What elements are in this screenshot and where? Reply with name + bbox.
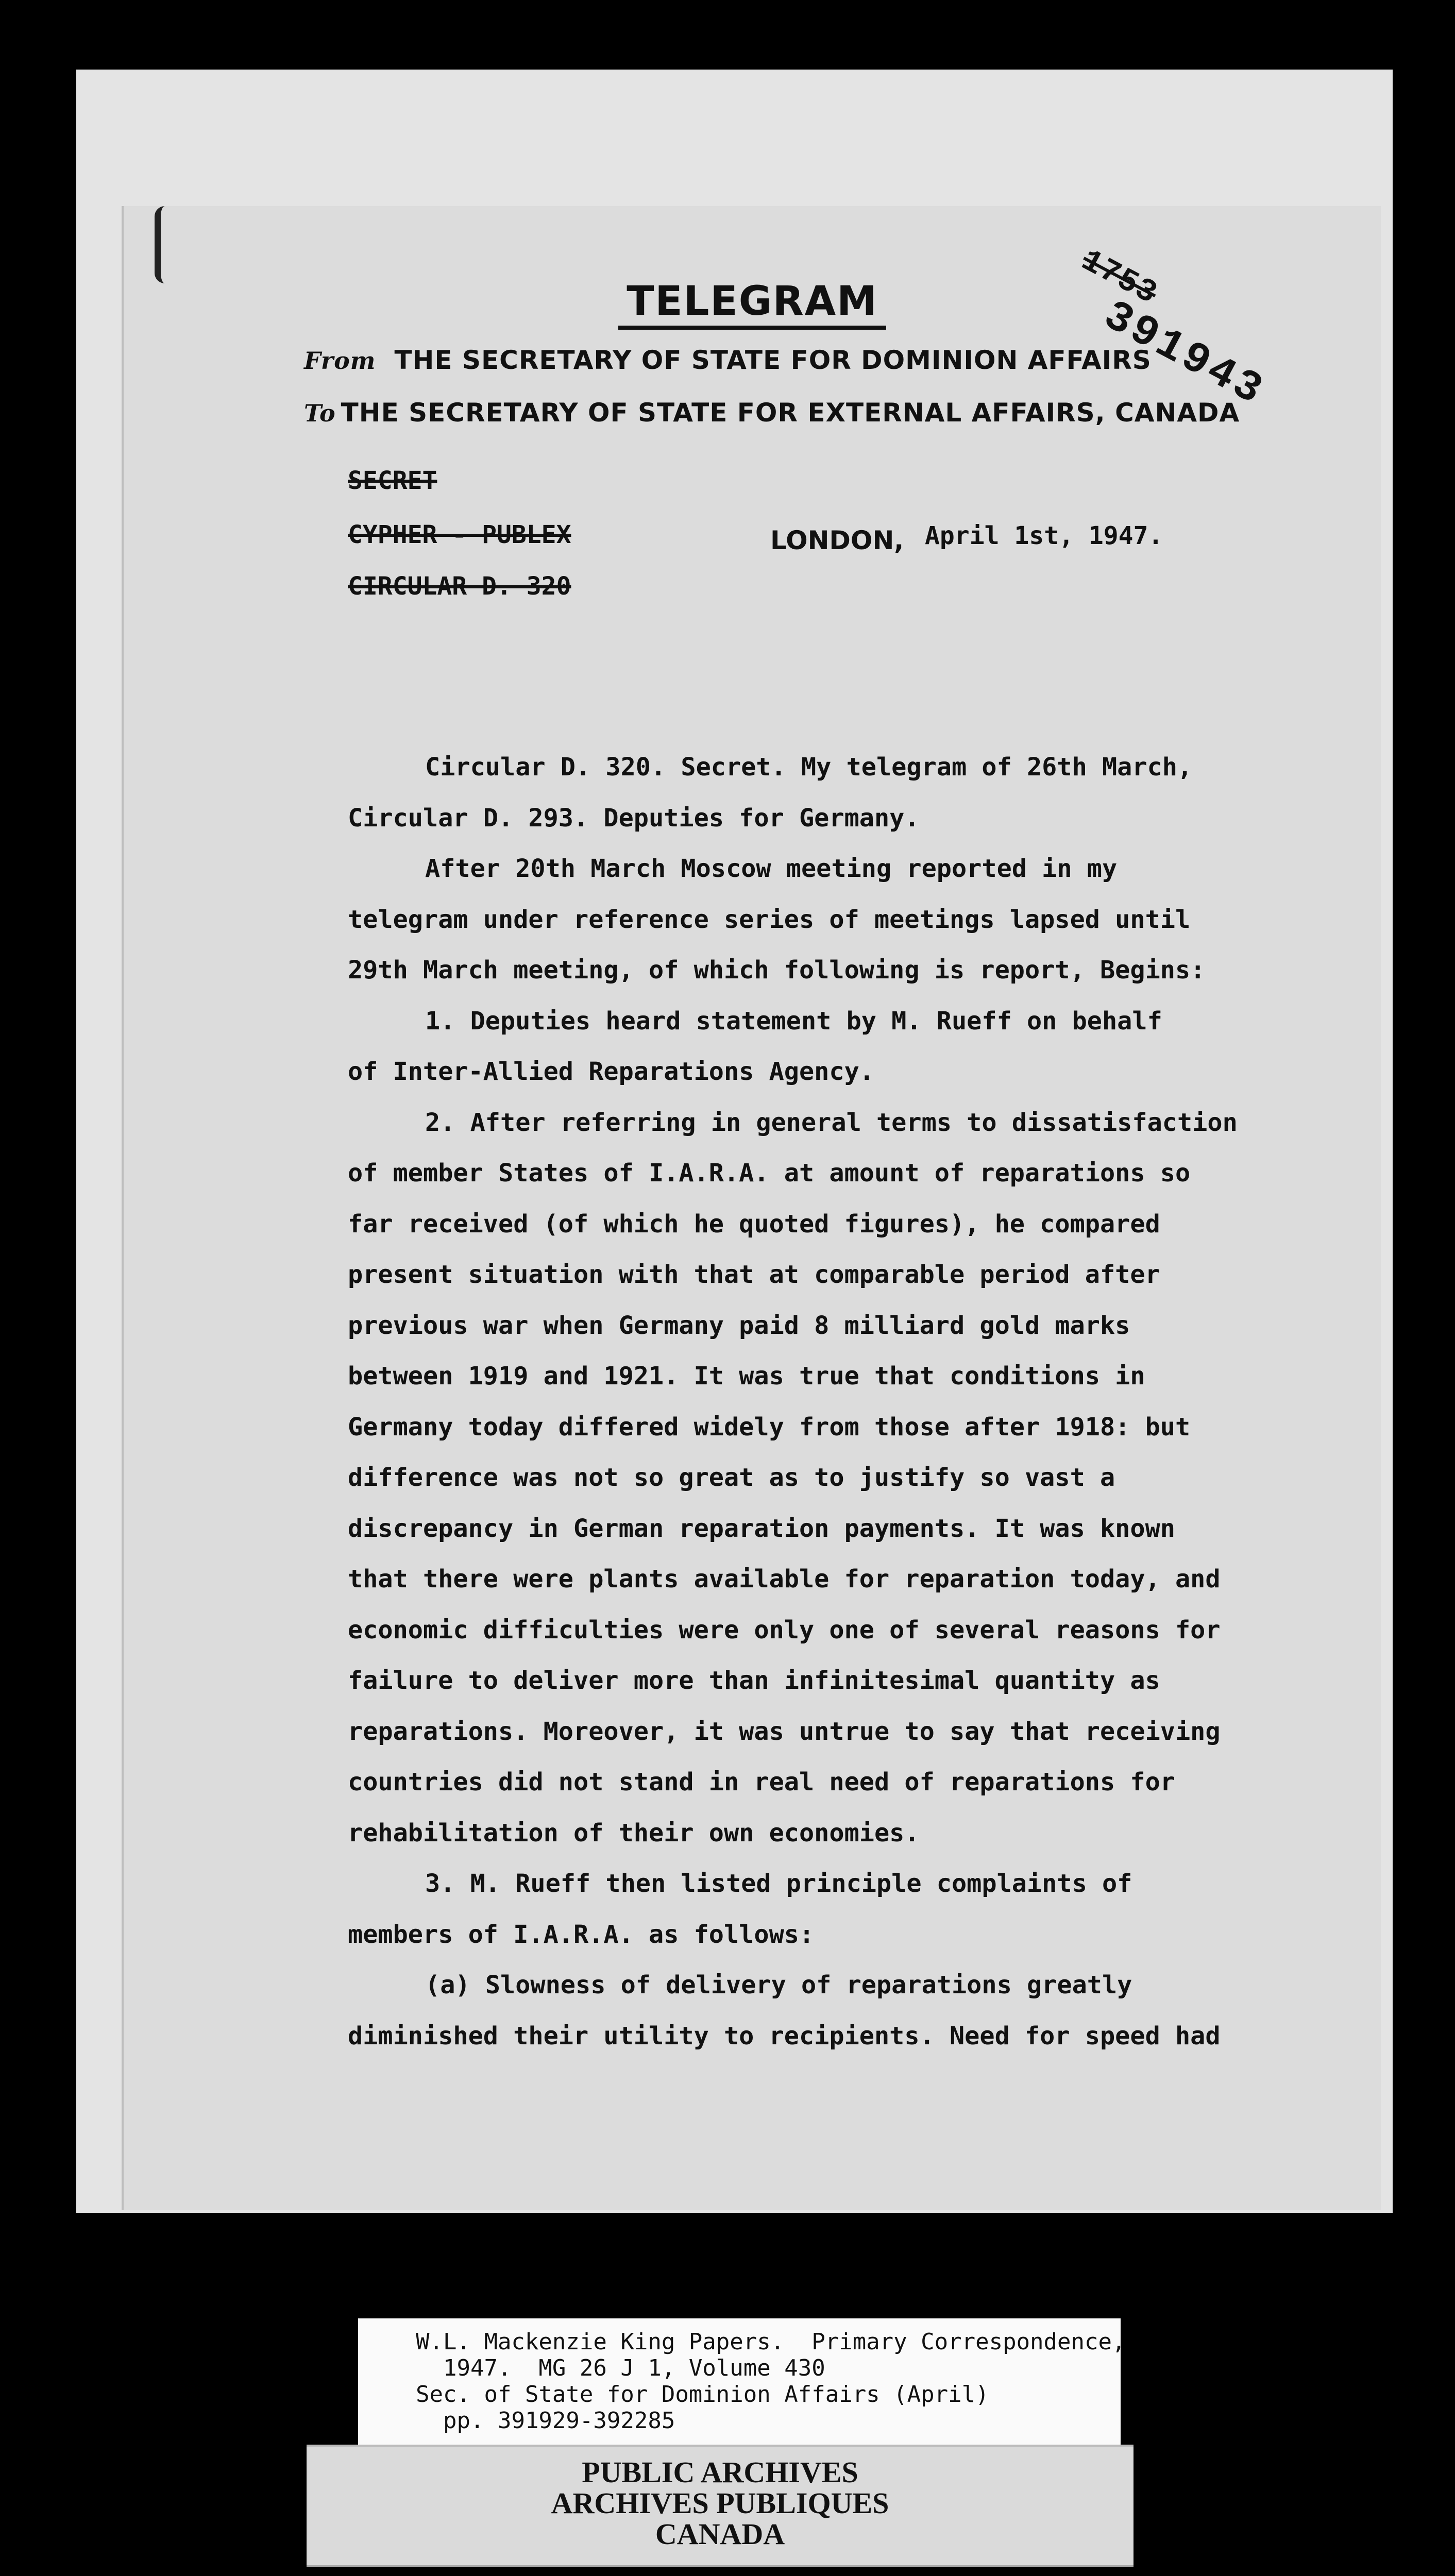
stamp-number: 391943: [1095, 292, 1273, 417]
cypher-text: CYPHER - PUBLEX: [348, 520, 571, 549]
body-line: discrepancy in German reparation payments. It was known: [348, 1514, 1175, 1543]
archive-reference-text: [416, 2329, 1126, 2434]
archives-line-en: PUBLIC ARCHIVES: [582, 2455, 858, 2489]
reference-line: W.L. Mackenzie King Papers. Primary Correspondence,: [416, 2329, 1126, 2355]
body-line: Circular D. 320. Secret. My telegram of 26th March,: [425, 753, 1193, 782]
body-line: between 1919 and 1921. It was true that conditions in: [348, 1362, 1145, 1391]
archives-line-country: CANADA: [655, 2517, 785, 2551]
body-line: 1. Deputies heard statement by M. Rueff on behalf: [425, 1006, 1162, 1036]
to-value: THE SECRETARY OF STATE FOR EXTERNAL AFFAIRS, CANADA: [341, 398, 1240, 428]
body-line: members of I.A.R.A. as follows:: [348, 1920, 815, 1949]
body-line: diminished their utility to recipients. Need for speed had: [348, 2021, 1221, 2050]
body-line: 3. M. Rueff then listed principle complaints of: [425, 1869, 1132, 1898]
body-line: failure to deliver more than infinitesimal quantity as: [348, 1666, 1160, 1695]
classification-mark: SECRET: [348, 466, 437, 495]
from-line: [304, 345, 1152, 375]
body-line: Germany today differed widely from those after 1918: but: [348, 1412, 1191, 1442]
body-line: of Inter-Allied Reparations Agency.: [348, 1057, 874, 1086]
body-line: previous war when Germany paid 8 milliard gold marks: [348, 1311, 1130, 1340]
to-line: [304, 398, 1240, 428]
body-line: reparations. Moreover, it was untrue to say that receiving: [348, 1717, 1221, 1746]
reference-line: pp. 391929-392285: [443, 2408, 675, 2434]
cypher-mark: [348, 520, 571, 549]
body-line: of member States of I.A.R.A. at amount of reparations so: [348, 1159, 1191, 1188]
body-line: 29th March meeting, of which following is report, Begins:: [348, 956, 1206, 985]
body-line: far received (of which he quoted figures), he compared: [348, 1209, 1160, 1239]
body-line: (a) Slowness of delivery of reparations greatly: [425, 1971, 1132, 1999]
place-of-origin: LONDON,: [770, 526, 904, 555]
circular-mark: CIRCULAR D. 320: [348, 572, 571, 601]
body-line: present situation with that at comparable period after: [348, 1260, 1160, 1289]
reference-line: 1947. MG 26 J 1, Volume 430: [443, 2355, 825, 2381]
telegram-body: [348, 742, 1296, 2061]
body-line: economic difficulties were only one of several reasons for: [348, 1615, 1221, 1645]
from-value: THE SECRETARY OF STATE FOR DOMINION AFFAIRS: [394, 345, 1152, 375]
public-archives-band: [307, 2445, 1133, 2567]
reference-line: Sec. of State for Dominion Affairs (April): [416, 2381, 989, 2408]
stamp-top-number: 1753: [1075, 242, 1164, 313]
body-line: 2. After referring in general terms to dissatisfaction: [425, 1108, 1238, 1137]
body-line: rehabilitation of their own economies.: [348, 1818, 920, 1848]
archives-line-fr: ARCHIVES PUBLIQUES: [551, 2486, 889, 2520]
body-line: that there were plants available for reparation today, and: [348, 1565, 1221, 1594]
document-title: TELEGRAM: [618, 278, 886, 330]
telegram-date: April 1st, 1947.: [925, 521, 1163, 550]
paper-clip-mark: [155, 206, 187, 283]
from-label: From: [304, 347, 376, 375]
to-label: To: [304, 399, 336, 427]
public-archives-text: [307, 2457, 1133, 2550]
body-line: difference was not so great as to justify so vast a: [348, 1463, 1115, 1492]
archive-reference-label: [358, 2318, 1126, 2445]
body-line: After 20th March Moscow meeting reported in my: [425, 854, 1118, 883]
body-line: countries did not stand in real need of reparations for: [348, 1768, 1175, 1797]
body-line: Circular D. 293. Deputies for Germany.: [348, 803, 920, 833]
body-line: telegram under reference series of meetings lapsed until: [348, 905, 1191, 934]
